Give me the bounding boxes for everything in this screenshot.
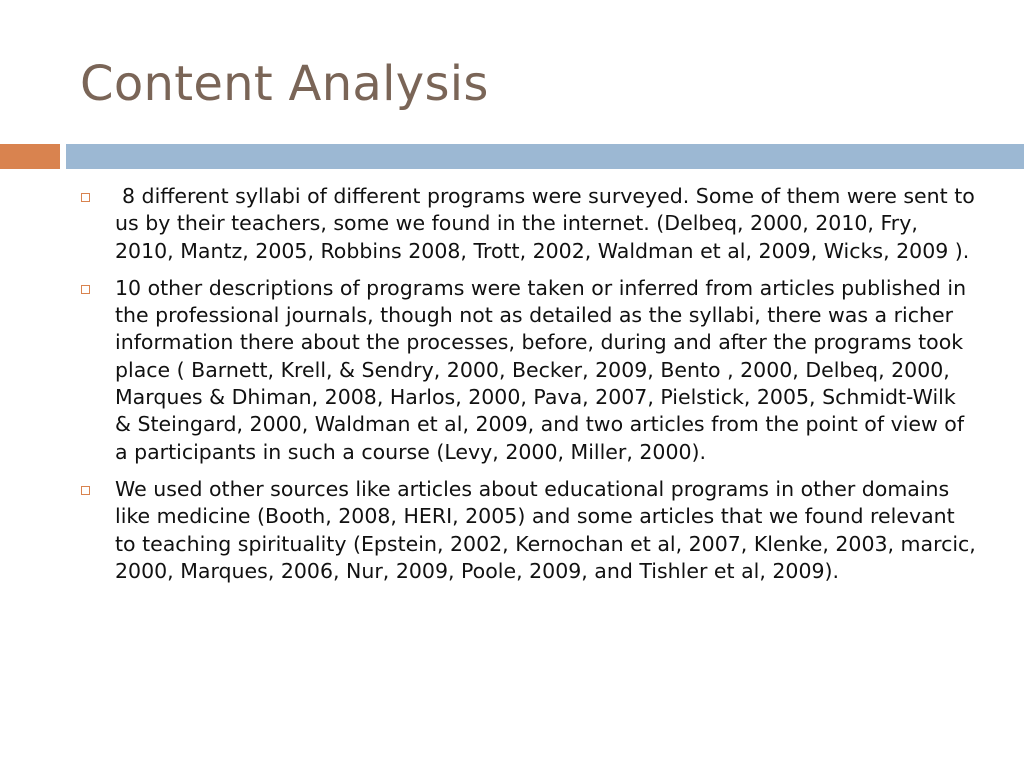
accent-bar-orange [0, 144, 60, 169]
slide-title: Content Analysis [80, 56, 489, 112]
square-outline-icon [81, 285, 90, 294]
bullet-item [78, 476, 978, 585]
square-outline-icon [81, 486, 90, 495]
bullet-item [78, 183, 978, 265]
bullet-list [78, 183, 978, 595]
bullet-text: 8 different syllabi of different programs were surveyed. Some of them were sent to us by their teachers, some we found in the internet. (Delbeq, 2000, 2010, Fry, 2010, Mantz, 2005, Robbins 2008, Trott, 2002, Waldman et al, 2009, Wicks, 2009 ). [115, 184, 975, 263]
bullet-text: We used other sources like articles about educational programs in other domains like medicine (Booth, 2008, HERI, 2005) and some articles that we found relevant to teaching spirituality (Epstein, 2002, Kernochan et al, 2007, Klenke, 2003, marcic, 2000, Marques, 2006, Nur, 2009, Poole, 2009, and Tishler et al, 2009). [115, 476, 976, 583]
accent-bar-blue [66, 144, 1024, 169]
bullet-item [78, 275, 978, 466]
bullet-text: 10 other descriptions of programs were taken or inferred from articles published in the professional journals, though not as detailed as the syllabi, there was a richer information there about the processes, before, during and after the programs took place ( Barnett, Krell, & Sendry, 2000, Becker, 2009, Bento , 2000, Delbeq, 2000, Marques & Dhiman, 2008, Harlos, 2000, Pava, 2007, Pielstick, 2005, Schmidt-Wilk & Steingard, 2000, Waldman et al, 2009, and two articles from the point of view of a participants in such a course (Levy, 2000, Miller, 2000). [115, 275, 967, 464]
square-outline-icon [81, 193, 90, 202]
